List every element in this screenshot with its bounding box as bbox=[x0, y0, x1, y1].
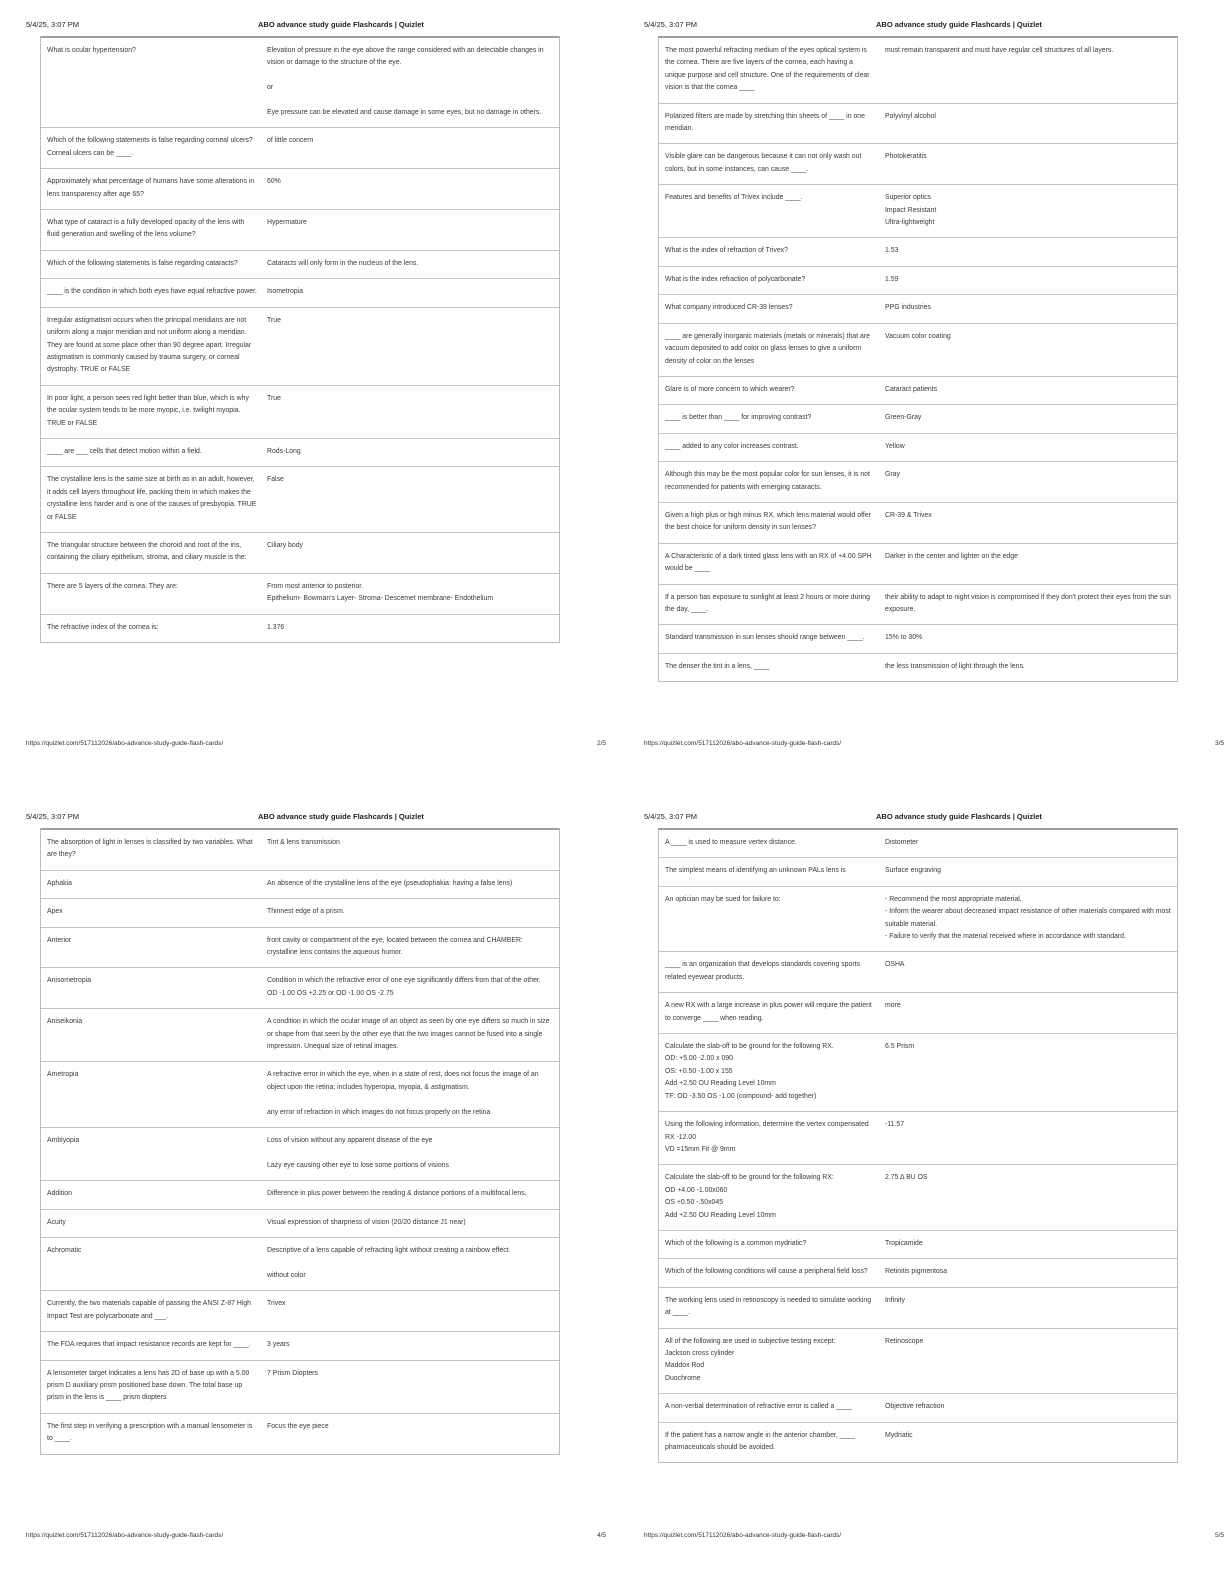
flashcard-list bbox=[658, 828, 1178, 1463]
flashcard-row bbox=[659, 585, 1177, 626]
flashcard-row bbox=[41, 574, 559, 615]
flashcard-row bbox=[41, 968, 559, 1009]
flashcard-definition: Difference in plus power between the reading & distance portions of a multifocal lens. bbox=[267, 1190, 527, 1198]
flashcard-definition: must remain transparent and must have regular cell structures of all layers. bbox=[885, 47, 1114, 54]
flashcard-term: ____ added to any color increases contrast. bbox=[665, 442, 799, 450]
flashcard-definition: Elevation of pressure in the eye above the range considered with an detectable changes in vision or damage to the structure of the eye. or Eye pressure can be elevated and cause damage in some eyes, but no damage in others. bbox=[267, 47, 544, 117]
flashcard-definition: Loss of vision without any apparent disease of the eye Lazy eye causing other eye to lose some portions of visions bbox=[267, 1137, 449, 1169]
flashcard-term: If the patient has a narrow angle in the anterior chamber, ____ pharmaceuticals should be avoided. bbox=[665, 1431, 855, 1451]
flashcard-term: What is ocular hypertension? bbox=[47, 47, 136, 54]
flashcard-row bbox=[659, 1165, 1177, 1231]
page-url[interactable]: https://quizlet.com/517112026/abo-advance-study-guide-flash-cards/ bbox=[644, 1532, 842, 1539]
flashcard-definition: the less transmission of light through the lens. bbox=[885, 662, 1025, 670]
flashcard-term: The most powerful refracting medium of the eyes optical system is the cornea. There are five layers of the cornea, each having a unique purpose and cell structure. One of the requirements of clear vision is that the cornea ____ bbox=[665, 47, 870, 92]
flashcard-row bbox=[41, 279, 559, 307]
flashcard-term: ____ is the condition in which both eyes have equal refractive power. bbox=[47, 288, 257, 296]
flashcard-row bbox=[41, 467, 559, 533]
flashcard-definition: Objective refraction bbox=[885, 1403, 945, 1411]
flashcard-term: Aniseikonia bbox=[47, 1018, 83, 1026]
flashcard-term: A Characteristic of a dark tinted glass lens with an RX of +4.00 SPH would be ____ bbox=[665, 552, 872, 573]
flashcard-row bbox=[41, 1238, 559, 1291]
flashcard-definition: 1.376 bbox=[267, 623, 285, 631]
page-title: ABO advance study guide Flashcards | Quizlet bbox=[876, 812, 1042, 821]
flashcard-row bbox=[659, 1231, 1177, 1259]
flashcard-row bbox=[659, 377, 1177, 405]
print-date: 5/4/25, 3:07 PM bbox=[644, 812, 697, 821]
flashcard-term: What company introduced CR-39 lenses? bbox=[665, 304, 793, 312]
flashcard-definition: True bbox=[267, 394, 281, 402]
flashcard-term: Addition bbox=[47, 1190, 72, 1198]
flashcard-definition: From most anterior to posterior. Epithelium- Bowman's Layer- Stroma- Descemet membrane- Endothelium bbox=[267, 582, 494, 603]
flashcard-term: Which of the following is a common mydriatic? bbox=[665, 1239, 807, 1247]
flashcard-term: ____ are generally inorganic materials (metals or minerals) that are vacuum deposited to add color on glass lenses to give a uniform density of color on the lenses bbox=[665, 332, 870, 365]
flashcard-definition: Visual expression of sharpness of vision (20/20 distance J1 near) bbox=[267, 1218, 466, 1226]
flashcard-term: Glare is of more concern to which wearer? bbox=[665, 385, 795, 393]
flashcard-row bbox=[41, 1210, 559, 1238]
flashcard-definition: Tint & lens transmission bbox=[267, 839, 340, 846]
flashcard-definition: 15% to 30% bbox=[885, 634, 923, 642]
flashcard-term: The refractive index of the cornea is: bbox=[47, 623, 159, 631]
flashcard-row bbox=[659, 38, 1177, 104]
flashcard-row bbox=[41, 38, 559, 128]
flashcard-row bbox=[41, 1009, 559, 1062]
flashcard-row bbox=[659, 324, 1177, 377]
flashcard-definition: 7 Prism Diopters bbox=[267, 1369, 318, 1377]
page-header bbox=[644, 810, 1224, 824]
flashcard-row bbox=[41, 308, 559, 386]
flashcard-term: Standard transmission in sun lenses should range between ____. bbox=[665, 634, 865, 642]
flashcard-row bbox=[659, 503, 1177, 544]
page-title: ABO advance study guide Flashcards | Quizlet bbox=[876, 20, 1042, 29]
flashcard-row bbox=[659, 405, 1177, 433]
flashcard-term: A non-verbal determination of refractive error is called a ____ bbox=[665, 1403, 852, 1411]
flashcard-row bbox=[41, 251, 559, 279]
flashcard-definition: Thinnest edge of a prism. bbox=[267, 908, 345, 916]
pdf-page-2 bbox=[26, 18, 606, 778]
page-number: 3/5 bbox=[1214, 740, 1224, 747]
flashcard-definition: OSHA bbox=[885, 961, 905, 969]
page-url[interactable]: https://quizlet.com/517112026/abo-advance-study-guide-flash-cards/ bbox=[26, 1532, 224, 1539]
flashcard-term: Apex bbox=[47, 908, 63, 916]
print-date: 5/4/25, 3:07 PM bbox=[644, 20, 697, 29]
flashcard-definition: A refractive error in which the eye, when in a state of rest, does not focus the image of an object upon the retina; includes hyperopia, myopia, & astigmatism. any error of refraction in which images do not focus properly on the retina bbox=[267, 1071, 539, 1116]
flashcard-definition: 2.75 Δ BU OS bbox=[885, 1174, 928, 1182]
pdf-page-5 bbox=[644, 810, 1224, 1570]
flashcard-row bbox=[41, 533, 559, 574]
flashcard-row bbox=[41, 210, 559, 251]
flashcard-term: In poor light, a person sees red light better than blue, which is why the ocular system tends to be more myopic, i.e. twilight myopia. TRUE or FALSE bbox=[47, 394, 249, 427]
flashcard-definition: - Recommend the most appropriate material. - Inform the wearer about decreased impact resistance of other materials compared with most suitable material. - Failure to verify that the material received where in accordance with standard. bbox=[885, 895, 1171, 941]
pdf-page-3 bbox=[644, 18, 1224, 778]
flashcard-definition: Green-Gray bbox=[885, 414, 922, 422]
flashcard-row bbox=[659, 462, 1177, 503]
flashcard-definition: Hypermature bbox=[267, 219, 307, 227]
flashcard-term: The absorption of light in lenses is classified by two variables. What are they? bbox=[47, 839, 253, 859]
flashcard-row bbox=[41, 928, 559, 969]
flashcard-definition: Surface engraving bbox=[885, 867, 941, 875]
flashcard-list bbox=[40, 828, 560, 1455]
flashcard-row bbox=[659, 1423, 1177, 1463]
flashcard-definition: Photokeratitis bbox=[885, 153, 927, 161]
flashcard-row bbox=[659, 830, 1177, 858]
flashcard-term: The triangular structure between the choroid and root of the iris, containing the ciliary epithelium, stroma, and ciliary muscle is the: bbox=[47, 541, 247, 562]
flashcard-definition: Retinitis pigmentosa bbox=[885, 1268, 948, 1276]
flashcard-row bbox=[41, 169, 559, 210]
flashcard-definition: Retinoscope bbox=[885, 1337, 924, 1345]
flashcard-term: Calculate the slab-off to be ground for the following RX: OD +4.00 -1.00x060 OS +0.50 -.50x045 Add +2.50 OU Reading Level 10mm bbox=[665, 1174, 834, 1219]
flashcard-row bbox=[41, 386, 559, 439]
flashcard-definition: An absence of the crystalline lens of the eye (pseudophakia: having a false lens) bbox=[267, 879, 513, 887]
flashcard-definition: CR-39 & Trivex bbox=[885, 511, 932, 519]
page-footer bbox=[644, 740, 1224, 752]
flashcard-term: Given a high plus or high minus RX, which lens material would offer the best choice for uniform density in sun lenses? bbox=[665, 511, 871, 532]
flashcard-definition: 3 years bbox=[267, 1341, 290, 1349]
flashcard-term: Aphakia bbox=[47, 879, 72, 887]
flashcard-term: The working lens used in retinoscopy is needed to simulate working at ____. bbox=[665, 1296, 872, 1317]
flashcard-definition: Ciliary body bbox=[267, 541, 303, 549]
flashcard-row bbox=[41, 128, 559, 169]
flashcard-term: The crystalline lens is the same size at birth as in an adult, however, it adds cell layers throughout life, packing them in which makes the crystalline lens harder and is one of the causes of presbyopia. TRUE or FALSE bbox=[47, 476, 257, 521]
flashcard-term: If a person has exposure to sunlight at least 2 hours or more during the day, ____. bbox=[665, 593, 870, 613]
flashcard-definition: Cataract patients bbox=[885, 385, 938, 393]
flashcard-term: What type of cataract is a fully developed opacity of the lens with fluid generation and swelling of the lens volume? bbox=[47, 219, 245, 239]
flashcard-definition: Yellow bbox=[885, 442, 905, 450]
flashcard-definition: Infinity bbox=[885, 1296, 905, 1304]
flashcard-row bbox=[659, 185, 1177, 238]
flashcard-row bbox=[659, 544, 1177, 585]
flashcard-list bbox=[40, 36, 560, 643]
flashcard-definition: of little concern bbox=[267, 137, 314, 145]
flashcard-row bbox=[659, 104, 1177, 145]
flashcard-row bbox=[659, 267, 1177, 295]
flashcard-term: There are 5 layers of the cornea. They are: bbox=[47, 582, 178, 590]
flashcard-row bbox=[41, 830, 559, 871]
page-url[interactable]: https://quizlet.com/517112026/abo-advance-study-guide-flash-cards/ bbox=[644, 740, 842, 747]
flashcard-row bbox=[659, 1112, 1177, 1165]
flashcard-definition: 1.59 bbox=[885, 275, 899, 283]
flashcard-definition: their ability to adapt to night vision is compromised if they don't protect their eyes from the sun exposure. bbox=[885, 593, 1171, 613]
flashcard-definition: -11.57 bbox=[885, 1121, 905, 1129]
flashcard-term: Anterior bbox=[47, 936, 72, 944]
flashcard-definition: A condition in which the ocular image of an object as seen by one eye differs so much in size or shape from that seen by the other eye that the two images cannot be fused into a single impression. Unequal size of retinal images. bbox=[267, 1018, 550, 1051]
flashcard-definition: Trivex bbox=[267, 1300, 286, 1308]
flashcard-term: Anisometropia bbox=[47, 977, 92, 985]
flashcard-definition: more bbox=[885, 1002, 901, 1010]
flashcard-row bbox=[41, 899, 559, 927]
flashcard-definition: False bbox=[267, 476, 284, 484]
flashcard-row bbox=[41, 439, 559, 467]
flashcard-term: Amblyopia bbox=[47, 1137, 80, 1145]
flashcard-row bbox=[659, 1329, 1177, 1395]
flashcard-row bbox=[659, 1034, 1177, 1112]
flashcard-row bbox=[659, 434, 1177, 462]
flashcard-row bbox=[659, 654, 1177, 681]
flashcard-row bbox=[659, 1288, 1177, 1329]
flashcard-term: A new RX with a large increase in plus power will require the patient to converge ____ when reading. bbox=[665, 1002, 872, 1022]
flashcard-term: Calculate the slab-off to be ground for the following RX. OD: +5.00 -2.00 x 090 OS: +0.50 -1.00 x 155 Add +2.50 OU Reading Level 10mm TF: OD -3.50 OS -1.00 (compound- add together) bbox=[665, 1043, 834, 1100]
flashcard-row bbox=[41, 615, 559, 642]
flashcard-term: All of the following are used in subjective testing except: Jackson cross cylinder Maddox Rod Duochrome bbox=[665, 1337, 836, 1382]
pdf-page-4 bbox=[26, 810, 606, 1570]
flashcard-term: A lensometer target indicates a lens has 2D of base up with a 5.00 prism D auxiliary prism positioned base down. The total base up prism in the lens is ____ prism diopters bbox=[47, 1369, 250, 1402]
page-title: ABO advance study guide Flashcards | Quizlet bbox=[258, 812, 424, 821]
flashcard-term: An optician may be sued for failure to: bbox=[665, 895, 781, 903]
flashcard-definition: front cavity or compartment of the eye, located between the cornea and CHAMBER: crystalline lens contains the aqueous humor. bbox=[267, 936, 523, 957]
flashcard-definition: Vacuum color coating bbox=[885, 332, 951, 340]
flashcard-definition: Isometropia bbox=[267, 288, 304, 296]
page-header bbox=[644, 18, 1224, 32]
flashcard-row bbox=[659, 625, 1177, 653]
flashcard-term: Which of the following statements is false regarding corneal ulcers? Corneal ulcers can be ____. bbox=[47, 137, 253, 157]
flashcard-definition: Gray bbox=[885, 471, 900, 479]
flashcard-term: Polarized filters are made by stretching thin sheets of ____ in one meridian. bbox=[665, 112, 865, 133]
flashcard-definition: Condition in which the refractive error of one eye significantly differs from that of the other. OD -1.00 OS +2.25 or OD -1.00 OS -2.75 bbox=[267, 977, 541, 997]
flashcard-definition: Cataracts will only form in the nucleus of the lens. bbox=[267, 259, 419, 267]
flashcard-term: ____ is better than ____ for improving contrast? bbox=[665, 414, 812, 422]
flashcard-list bbox=[658, 36, 1178, 682]
page-header bbox=[26, 810, 606, 824]
flashcard-definition: Darker in the center and lighter on the edge bbox=[885, 552, 1018, 560]
flashcard-term: The denser the tint in a lens, ____ bbox=[665, 662, 770, 670]
flashcard-row bbox=[659, 858, 1177, 886]
flashcard-row bbox=[659, 1259, 1177, 1287]
flashcard-term: Features and benefits of Trivex include ____. bbox=[665, 194, 803, 202]
page-header bbox=[26, 18, 606, 32]
flashcard-definition: Superior optics Impact Resistant Ultra-lightweight bbox=[885, 194, 937, 227]
flashcard-row bbox=[41, 1128, 559, 1181]
flashcard-term: Acuity bbox=[47, 1218, 66, 1226]
flashcard-definition: Distometer bbox=[885, 839, 919, 846]
flashcard-row bbox=[41, 1332, 559, 1360]
page-footer bbox=[26, 1532, 606, 1544]
flashcard-term: Using the following information, determine the vertex compensated RX -12.00 VD =15mm Fit @ 9mm bbox=[665, 1121, 869, 1153]
flashcard-definition: Focus the eye piece bbox=[267, 1422, 329, 1430]
flashcard-term: Ametropia bbox=[47, 1071, 79, 1079]
page-footer bbox=[644, 1532, 1224, 1544]
flashcard-row bbox=[659, 887, 1177, 953]
flashcard-row bbox=[41, 1414, 559, 1454]
flashcard-term: Achromatic bbox=[47, 1247, 82, 1255]
flashcard-term: The FDA requires that impact resistance records are kept for ____. bbox=[47, 1341, 251, 1349]
flashcard-row bbox=[41, 1181, 559, 1209]
print-date: 5/4/25, 3:07 PM bbox=[26, 812, 79, 821]
page-footer bbox=[26, 740, 606, 752]
print-date: 5/4/25, 3:07 PM bbox=[26, 20, 79, 29]
flashcard-definition: 60% bbox=[267, 178, 281, 186]
flashcard-row bbox=[659, 1394, 1177, 1422]
page-title: ABO advance study guide Flashcards | Quizlet bbox=[258, 20, 424, 29]
flashcard-row bbox=[659, 144, 1177, 185]
flashcard-term: Although this may be the most popular color for sun lenses, it is not recommended for patients with emerging cataracts. bbox=[665, 471, 870, 491]
flashcard-term: ____ are ___ cells that detect motion within a field. bbox=[47, 447, 202, 455]
flashcard-definition: Descriptive of a lens capable of refracting light without creating a rainbow effect. without color bbox=[267, 1247, 511, 1279]
flashcard-row bbox=[659, 952, 1177, 993]
page-url[interactable]: https://quizlet.com/517112026/abo-advance-study-guide-flash-cards/ bbox=[26, 740, 224, 747]
flashcard-term: Approximately what percentage of humans have some alterations in lens transparency after age 65? bbox=[47, 178, 255, 198]
flashcard-definition: Mydriatic bbox=[885, 1431, 913, 1439]
flashcard-definition: True bbox=[267, 316, 281, 324]
flashcard-row bbox=[41, 1361, 559, 1414]
page-number: 5/5 bbox=[1214, 1532, 1224, 1539]
flashcard-term: A ____ is used to measure vertex distance. bbox=[665, 839, 797, 846]
flashcard-definition: 1.53 bbox=[885, 247, 899, 255]
flashcard-definition: Polyvinyl alcohol bbox=[885, 112, 936, 120]
flashcard-term: The simplest means of identifying an unknown PALs lens is bbox=[665, 867, 846, 875]
flashcard-term: What is the index of refraction of Trivex? bbox=[665, 247, 788, 255]
flashcard-row bbox=[659, 993, 1177, 1034]
flashcard-row bbox=[659, 238, 1177, 266]
flashcard-term: The first step in verifying a prescription with a manual lensometer is to ____. bbox=[47, 1422, 253, 1443]
flashcard-row bbox=[659, 295, 1177, 323]
flashcard-term: Currently, the two materials capable of passing the ANSI Z-87 High Impact Test are polycarbonate and ___. bbox=[47, 1300, 252, 1320]
page-number: 2/5 bbox=[596, 740, 606, 747]
flashcard-term: Irregular astigmatism occurs when the principal meridians are not uniform along a major meridian and not uniform along a meridian. They are found at some place other than 90 degree apart. Irregular astigmatism is commonly caused by trauma surgery, or corneal dystrophy. TRUE or FALSE bbox=[47, 316, 252, 374]
flashcard-term: Which of the following conditions will cause a peripheral field loss? bbox=[665, 1268, 868, 1276]
flashcard-term: ____ is an organization that develops standards covering sports related eyewear products. bbox=[665, 961, 860, 981]
flashcard-row bbox=[41, 871, 559, 899]
flashcard-term: Visible glare can be dangerous because it can not only wash out colors, but in some instances, can cause ____. bbox=[665, 153, 862, 173]
flashcard-row bbox=[41, 1062, 559, 1128]
flashcard-definition: PPG industries bbox=[885, 304, 931, 312]
flashcard-row bbox=[41, 1291, 559, 1332]
flashcard-term: Which of the following statements is false regarding cataracts? bbox=[47, 259, 238, 267]
flashcard-definition: Rods-Long bbox=[267, 447, 301, 455]
flashcard-definition: Tropicamide bbox=[885, 1239, 923, 1247]
flashcard-term: What is the index refraction of polycarbonate? bbox=[665, 275, 806, 283]
flashcard-definition: 6.5 Prism bbox=[885, 1043, 915, 1051]
page-number: 4/5 bbox=[596, 1532, 606, 1539]
